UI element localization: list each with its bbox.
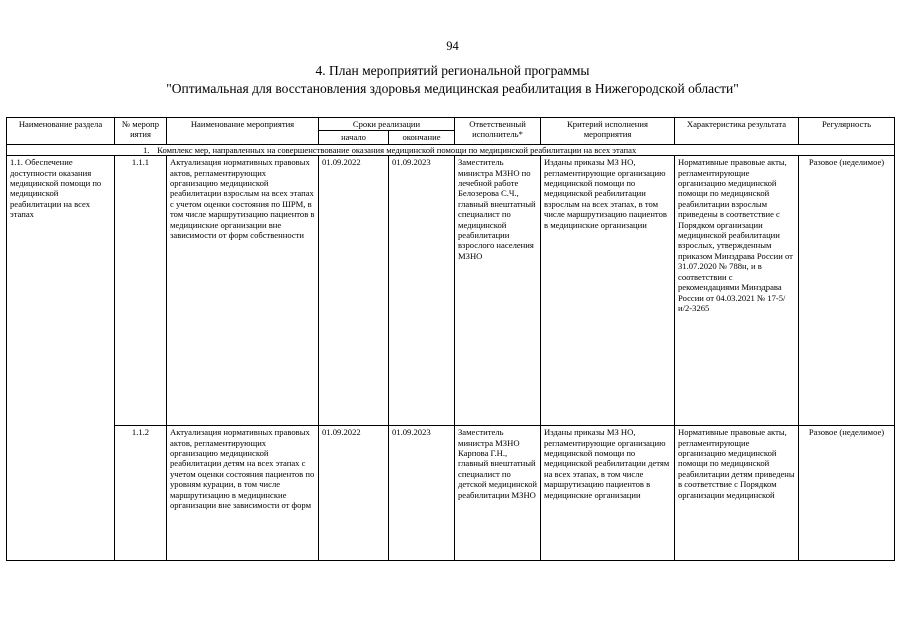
events-plan-table: [6, 117, 895, 561]
header-section-name: Наименование раздела: [7, 118, 115, 145]
event-number: 1.1.1: [115, 156, 167, 426]
responsible: Заместитель министра МЗНО Карпова Г.Н., главный внештатный специалист по детской медицинской реабилитации МЗНО: [455, 426, 541, 561]
end-date: 01.09.2023: [389, 426, 455, 561]
event-name: Актуализация нормативных правовых актов, регламентирующих организацию медицинской реабилитации детям на всех этапах с учетом оценки состояния пациентов по уровням курации, в том числе маршрутизацию в медицинские организации вне зависимости от форм: [167, 426, 319, 561]
result: Нормативные правовые акты, регламентирующие организацию медицинской помощи по медицинской реабилитации взрослым приведены в соответствие с Порядком организации медицинской реабилитации взрослых, утвержденным приказом Минздрава России от 31.07.2020 № 788н, и в соответствии с рекомендациями Минздрава России от 04.03.2021 № 17-5/и/2-3265: [675, 156, 799, 426]
table-header-row: [7, 118, 895, 131]
subsection-cell: 1.1. Обеспечение доступности оказания медицинской помощи по медицинской реабилитации на всех этапах: [7, 156, 115, 561]
header-regularity: Регулярность: [799, 118, 895, 145]
page-number: 94: [446, 39, 459, 53]
table-row: [7, 156, 895, 426]
criterion: Изданы приказы МЗ НО, регламентирующие организацию медицинской помощи по медицинской реабилитации взрослым на всех этапах, в том числе маршрутизацию пациентов в медицинские организации: [541, 156, 675, 426]
document-title: 4. План мероприятий региональной программы: [315, 63, 590, 78]
header-number: № меропр иятия: [115, 118, 167, 145]
header-start: начало: [319, 131, 389, 144]
event-name: Актуализация нормативных правовых актов, регламентирующих организацию медицинской реабилитации взрослым на всех этапах с учетом оценки состояния по ШРМ, в том числе маршрутизацию пациентов в медицинские организации вне зависимости от форм собственности: [167, 156, 319, 426]
criterion: Изданы приказы МЗ НО, регламентирующие организацию медицинской помощи по медицинской реабилитации детям на всех этапах, в том числе маршрутизацию пациентов в медицинские организации: [541, 426, 675, 561]
table-row: [7, 426, 895, 561]
section-title: Комплекс мер, направленных на совершенствование оказания медицинской помощи по медицинской реабилитации на всех этапах: [157, 144, 637, 155]
regularity: Разовое (неделимое): [799, 156, 895, 426]
start-date: 01.09.2022: [319, 156, 389, 426]
header-result: Характеристика результата: [675, 118, 799, 145]
responsible: Заместитель министра МЗНО по лечебной работе Белозерова С.Ч., главный внештатный специалист по медицинской реабилитации взрослого населения МЗНО: [455, 156, 541, 426]
regularity: Разовое (неделимое): [799, 426, 895, 561]
result: Нормативные правовые акты, регламентирующие организацию медицинской помощи по медицинской реабилитации детям приведены в соответствие с Порядком организации медицинской: [675, 426, 799, 561]
section-row: [7, 144, 895, 155]
end-date: 01.09.2023: [389, 156, 455, 426]
header-responsible: Ответственный исполнитель*: [455, 118, 541, 145]
header-end: окончание: [389, 131, 455, 144]
header-deadlines: Сроки реализации: [319, 118, 455, 131]
header-criterion: Критерий исполнения мероприятия: [541, 118, 675, 145]
event-number: 1.1.2: [115, 426, 167, 561]
section-title-cell: [7, 144, 895, 155]
section-number: 1.: [143, 144, 150, 155]
start-date: 01.09.2022: [319, 426, 389, 561]
program-title: "Оптимальная для восстановления здоровья медицинская реабилитация в Нижегородской области": [166, 81, 739, 96]
header-event-name: Наименование мероприятия: [167, 118, 319, 145]
